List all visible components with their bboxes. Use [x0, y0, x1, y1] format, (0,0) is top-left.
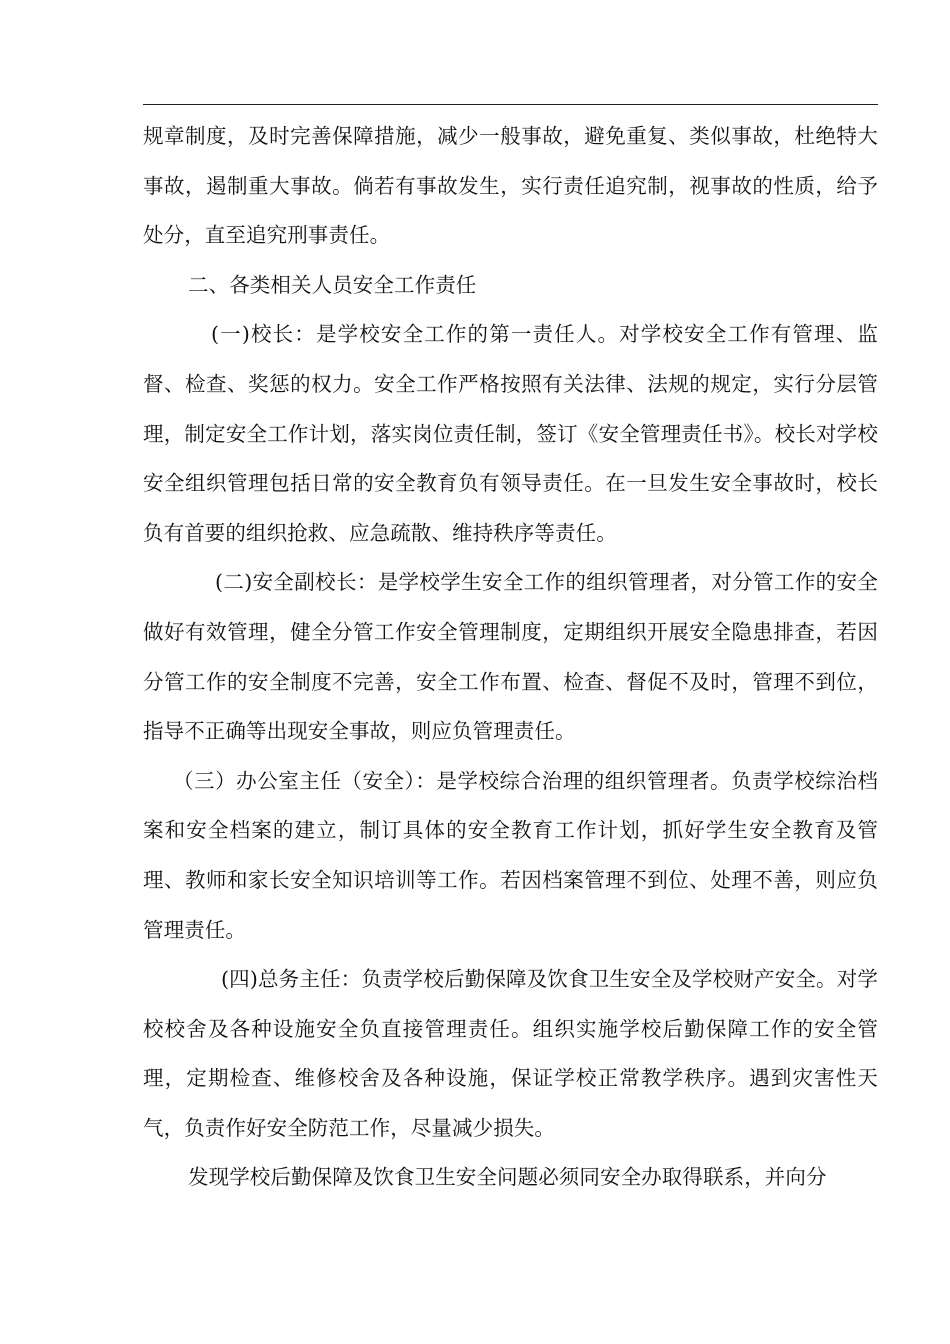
header-rule [143, 104, 878, 105]
paragraph-general-affairs: (四)总务主任：负责学校后勤保障及饮食卫生安全及学校财产安全。对学校校舍及各种设施安全负直接管理责任。组织实施学校后勤保障工作的安全管理，定期检查、维修校舍及各种设施，保证学校正常教学秩序。遇到灾害性天气，负责作好安全防范工作，尽量减少损失。 [143, 967, 878, 1140]
paragraph-continuation: 规章制度，及时完善保障措施，减少一般事故，避免重复、类似事故，杜绝特大事故，遏制重大事故。倘若有事故发生，实行责任追究制，视事故的性质，给予处分，直至追究刑事责任。 [143, 124, 878, 248]
document-body [143, 112, 878, 1203]
paragraph-principal: (一)校长：是学校安全工作的第一责任人。对学校安全工作有管理、监督、检查、奖惩的权力。安全工作严格按照有关法律、法规的规定，实行分层管理，制定安全工作计划，落实岗位责任制，签订《安全管理责任书》。校长对学校安全组织管理包括日常的安全教育负有领导责任。在一旦发生安全事故时，校长负有首要的组织抢救、应急疏散、维持秩序等责任。 [143, 322, 878, 545]
paragraph-report-issues: 发现学校后勤保障及饮食卫生安全问题必须同安全办取得联系，并向分 [188, 1165, 827, 1190]
paragraph-vice-principal: (二)安全副校长：是学校学生安全工作的组织管理者，对分管工作的安全做好有效管理，健全分管工作安全管理制度，定期组织开展安全隐患排查，若因分管工作的安全制度不完善，安全工作布置、检查、督促不及时，管理不到位，指导不正确等出现安全事故，则应负管理责任。 [143, 570, 878, 744]
section-heading: 二、各类相关人员安全工作责任 [188, 272, 477, 297]
paragraph-office-director: （三）办公室主任（安全）：是学校综合治理的组织管理者。负责学校综治档案和安全档案的建立，制订具体的安全教育工作计划，抓好学生安全教育及管理、教师和家长安全知识培训等工作。若因档案管理不到位、处理不善，则应负管理责任。 [143, 768, 878, 942]
